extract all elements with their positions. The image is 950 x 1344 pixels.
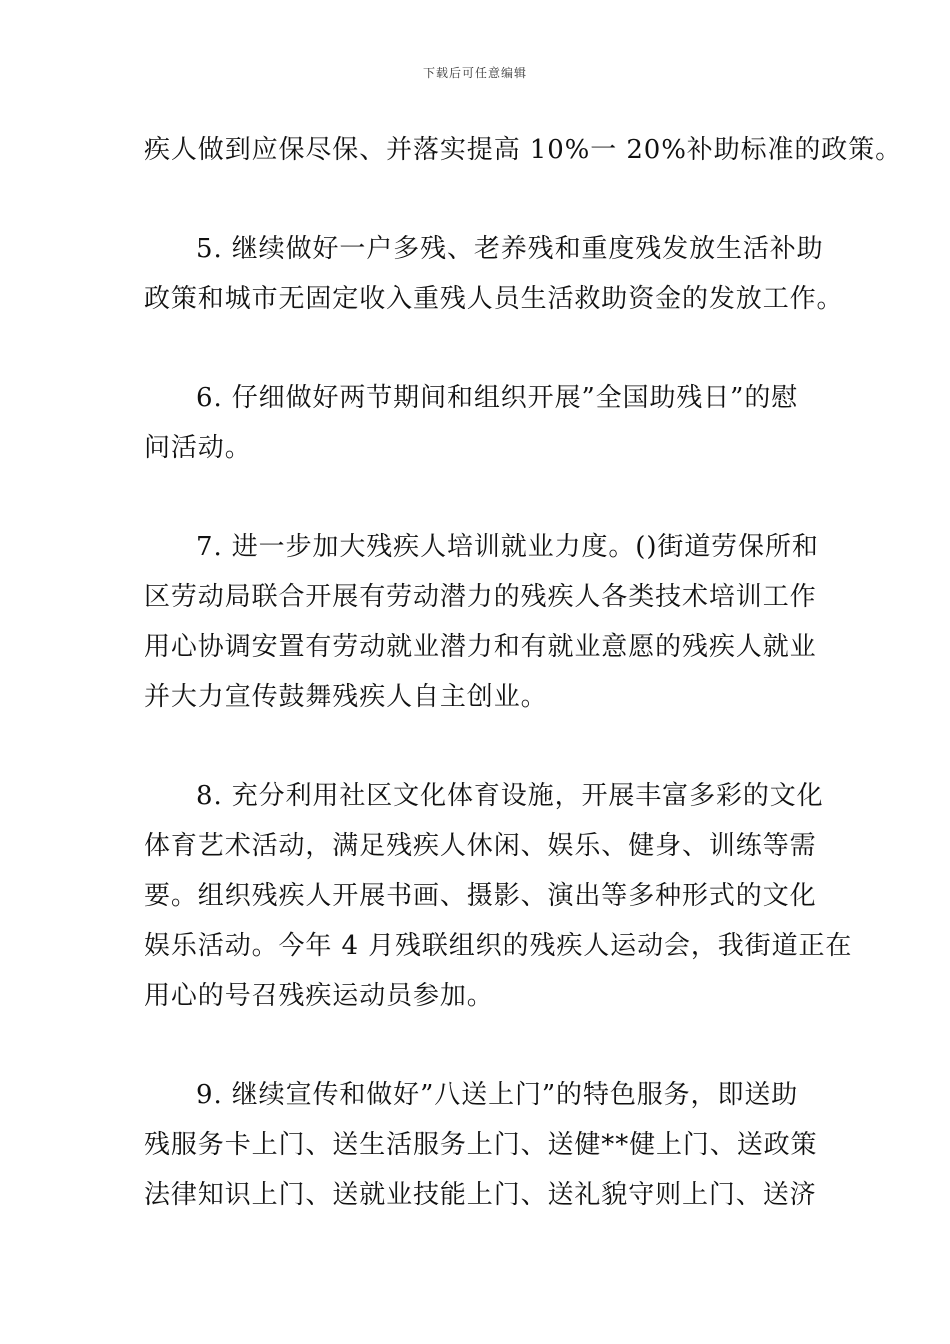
text-line: 7. 进一步加大残疾人培训就业力度。()街道劳保所和 — [196, 532, 819, 562]
text-line: 娱乐活动。今年 4 月残联组织的残疾人运动会，我街道正在 — [144, 931, 853, 961]
text-line: 疾人做到应保尽保、并落实提高 10%一 20%补助标准的政策。 — [144, 135, 903, 165]
text-line: 并大力宣传鼓舞残疾人自主创业。 — [144, 682, 548, 712]
text-line: 5. 继续做好一户多残、老养残和重度残发放生活补助 — [196, 234, 824, 264]
text-line: 区劳动局联合开展有劳动潜力的残疾人各类技术培训工作 — [144, 582, 817, 612]
text-line: 要。组织残疾人开展书画、摄影、演出等多种形式的文化 — [144, 881, 817, 911]
text-line: 问活动。 — [144, 433, 252, 463]
text-line: 体育艺术活动，满足残疾人休闲、娱乐、健身、训练等需 — [144, 831, 817, 861]
text-line: 用心的号召残疾运动员参加。 — [144, 981, 494, 1011]
text-line: 法律知识上门、送就业技能上门、送礼貌守则上门、送济 — [144, 1180, 817, 1210]
text-line: 9. 继续宣传和做好”八送上门”的特色服务，即送助 — [196, 1080, 799, 1110]
text-line: 6. 仔细做好两节期间和组织开展”全国助残日”的慰 — [196, 383, 799, 413]
text-line: 用心协调安置有劳动就业潜力和有就业意愿的残疾人就业 — [144, 632, 817, 662]
text-line: 8. 充分利用社区文化体育设施，开展丰富多彩的文化 — [196, 781, 824, 811]
text-line: 政策和城市无固定收入重残人员生活救助资金的发放工作。 — [144, 284, 844, 314]
page-header: 下载后可任意编辑 — [422, 66, 527, 80]
text-line: 残服务卡上门、送生活服务上门、送健**健上门、送政策 — [144, 1130, 818, 1160]
